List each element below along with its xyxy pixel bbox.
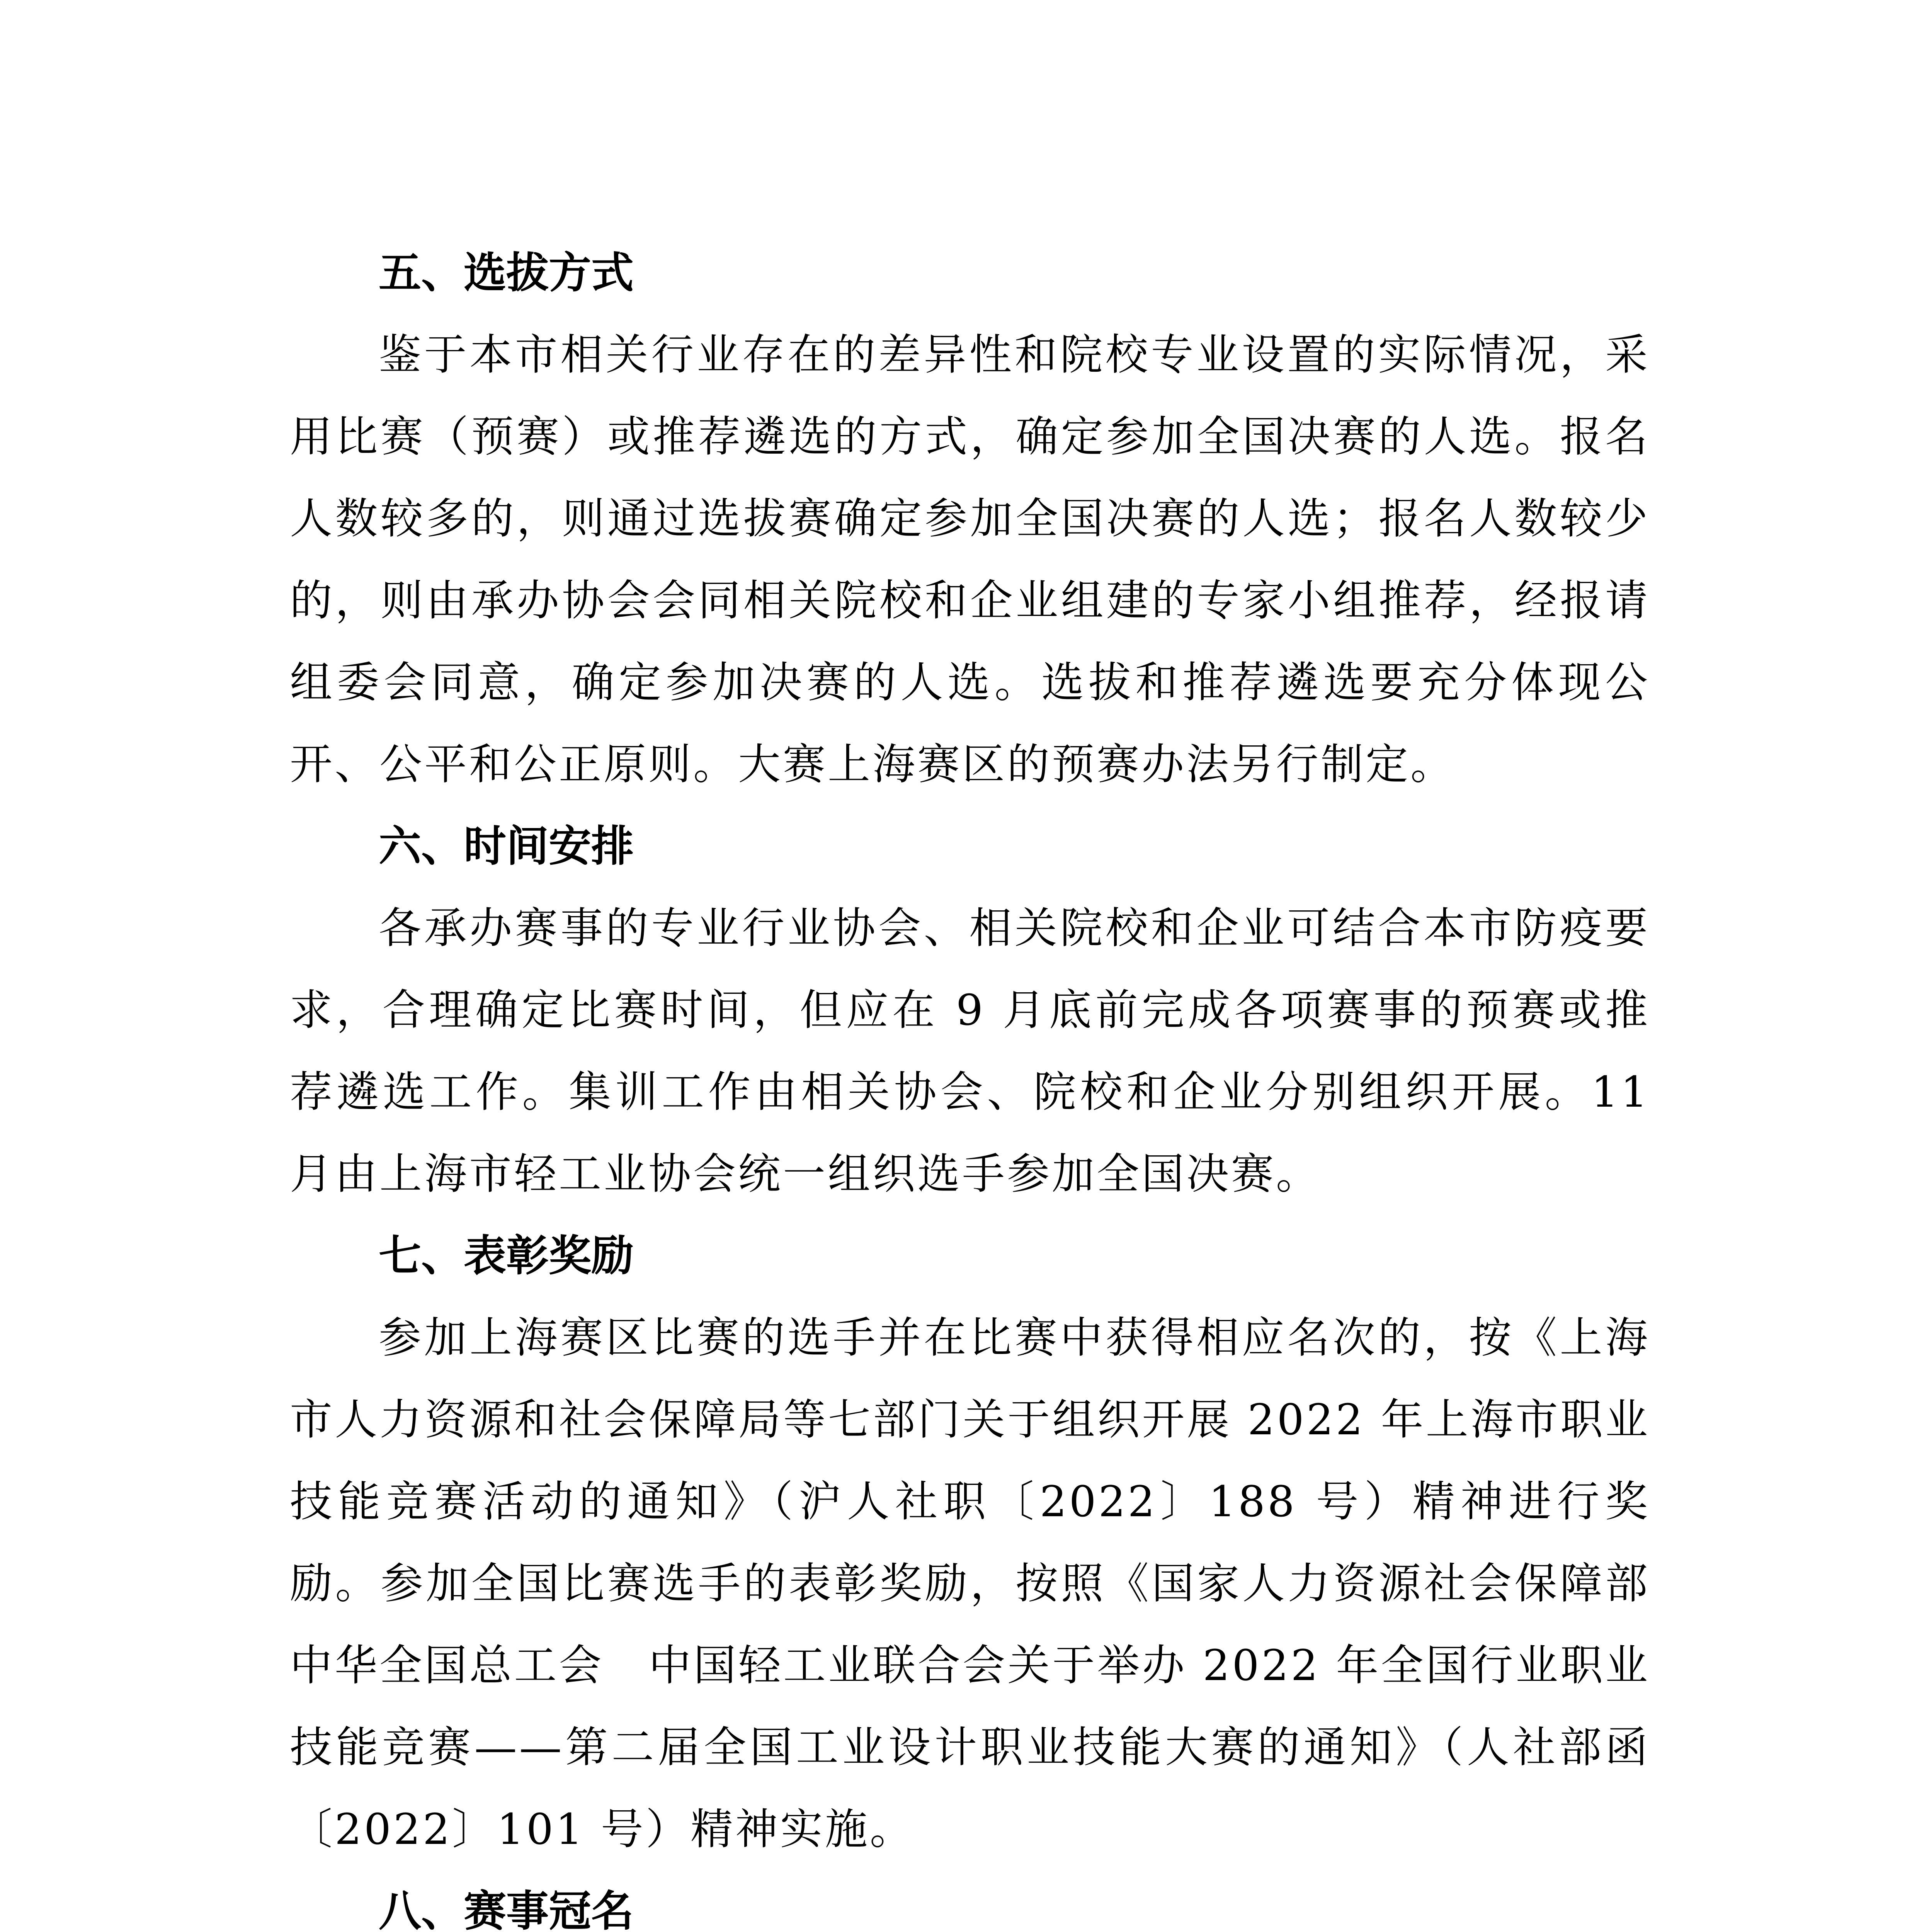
document-body bbox=[290, 232, 1695, 1932]
section-paragraph-schedule: 各承办赛事的专业行业协会、相关院校和企业可结合本市防疫要求，合理确定比赛时间，但应在 9 月底前完成各项赛事的预赛或推荐遴选工作。集训工作由相关协会、院校和企业分别组织开展。11 月由上海市轻工业协会统一组织选手参加全国决赛。 bbox=[290, 903, 1650, 1199]
section-heading-selection-method: 五、选拔方式 bbox=[379, 248, 634, 298]
section-heading-schedule: 六、时间安排 bbox=[379, 821, 634, 871]
section-heading-sponsorship: 八、赛事冠名 bbox=[379, 1886, 634, 1932]
section-heading-awards: 七、表彰奖励 bbox=[379, 1231, 634, 1281]
section-paragraph-awards: 参加上海赛区比赛的选手并在比赛中获得相应名次的，按《上海市人力资源和社会保障局等七部门关于组织开展 2022 年上海市职业技能竞赛活动的通知》（沪人社职〔2022〕188 号）精神进行奖励。参加全国比赛选手的表彰奖励，按照《国家人力资源社会保障部 中华全国总工会 中国轻工业联合会关于举办 2022 年全国行业职业技能竞赛——第二届全国工业设计职业技能大赛的通知》（人社部函〔2022〕101 号）精神实施。 bbox=[290, 1313, 1695, 1854]
section-paragraph-selection-method: 鉴于本市相关行业存在的差异性和院校专业设置的实际情况，采用比赛（预赛）或推荐遴选的方式，确定参加全国决赛的人选。报名人数较多的，则通过选拔赛确定参加全国决赛的人选；报名人数较少的，则由承办协会会同相关院校和企业组建的专家小组推荐，经报请组委会同意，确定参加决赛的人选。选拔和推荐遴选要充分体现公开、公平和公正原则。大赛上海赛区的预赛办法另行制定。 bbox=[290, 330, 1650, 789]
